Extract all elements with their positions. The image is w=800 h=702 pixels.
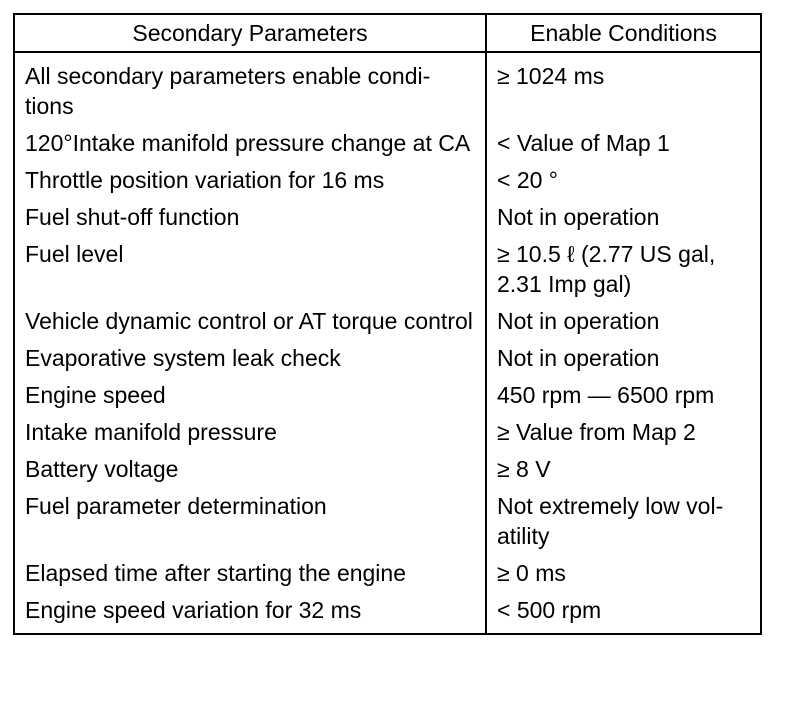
table-row (14, 414, 761, 451)
parameter-cell: Battery voltage (14, 451, 486, 488)
condition-cell: ≥ Value from Map 2 (486, 414, 761, 451)
condition-cell: Not in operation (486, 199, 761, 236)
parameter-cell: Fuel level (14, 236, 486, 303)
condition-cell: Not extremely low vol-atility (486, 488, 761, 555)
table-row (14, 199, 761, 236)
table-row (14, 555, 761, 592)
condition-cell: 450 rpm — 6500 rpm (486, 377, 761, 414)
header-enable-conditions: Enable Conditions (486, 14, 761, 52)
table-row (14, 592, 761, 634)
parameter-cell: 120°Intake manifold pressure change at CA (14, 125, 486, 162)
condition-cell: ≥ 1024 ms (486, 52, 761, 125)
header-row (14, 14, 761, 52)
table-body (14, 52, 761, 634)
condition-cell: < 20 ° (486, 162, 761, 199)
header-secondary-parameters: Secondary Parameters (14, 14, 486, 52)
parameter-cell: Intake manifold pressure (14, 414, 486, 451)
table-row (14, 340, 761, 377)
condition-cell: ≥ 0 ms (486, 555, 761, 592)
parameter-cell: Fuel shut-off function (14, 199, 486, 236)
parameter-cell: Throttle position variation for 16 ms (14, 162, 486, 199)
condition-cell: ≥ 8 V (486, 451, 761, 488)
table-row (14, 125, 761, 162)
condition-cell: Not in operation (486, 340, 761, 377)
table-row (14, 236, 761, 303)
parameter-cell: Fuel parameter determination (14, 488, 486, 555)
table-row (14, 488, 761, 555)
enable-conditions-table (13, 13, 762, 635)
condition-cell: < 500 rpm (486, 592, 761, 634)
parameter-cell: Engine speed variation for 32 ms (14, 592, 486, 634)
condition-cell: Not in operation (486, 303, 761, 340)
condition-cell: ≥ 10.5 ℓ (2.77 US gal, 2.31 Imp gal) (486, 236, 761, 303)
table-row (14, 451, 761, 488)
table-row (14, 162, 761, 199)
table-row (14, 377, 761, 414)
parameter-cell: Engine speed (14, 377, 486, 414)
parameter-cell: Elapsed time after starting the engine (14, 555, 486, 592)
table-row (14, 303, 761, 340)
parameter-cell: Evaporative system leak check (14, 340, 486, 377)
table-header (14, 14, 761, 52)
condition-cell: < Value of Map 1 (486, 125, 761, 162)
parameter-cell: Vehicle dynamic control or AT torque control (14, 303, 486, 340)
parameter-cell: All secondary parameters enable condi-tions (14, 52, 486, 125)
table-row (14, 52, 761, 125)
